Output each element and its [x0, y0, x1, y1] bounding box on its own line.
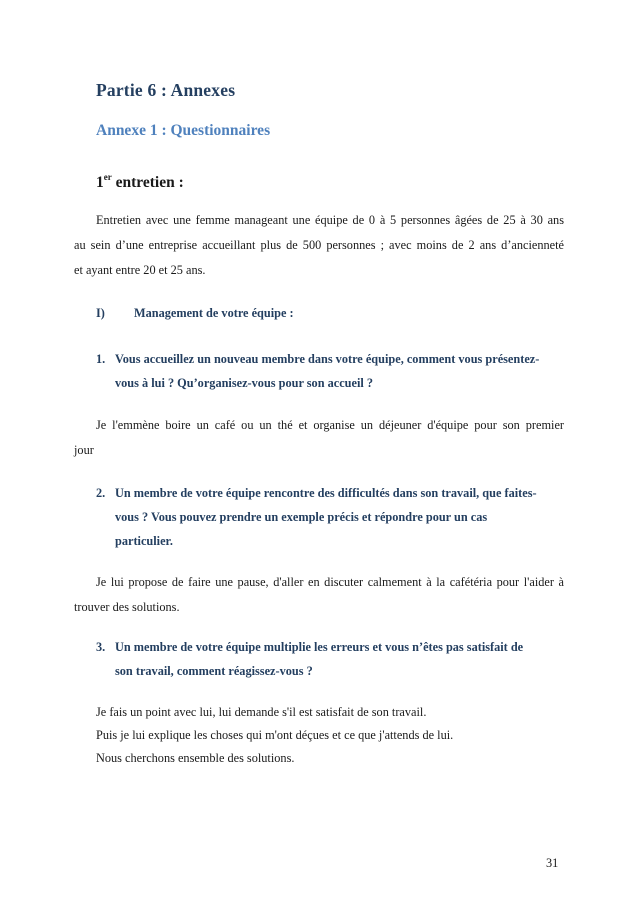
intro-line: Entretien avec une femme manageant une équipe de 0 à 5 personnes âgées de 25 à 30 ans	[96, 213, 564, 227]
answer-line: Puis je lui explique les choses qui m'ont déçues et ce que j'attends de lui.	[96, 728, 454, 742]
question-line: Un membre de votre équipe rencontre des difficultés dans son travail, que faites-	[115, 486, 537, 500]
answer-2	[74, 570, 564, 620]
section-title: Management de votre équipe :	[134, 306, 294, 320]
question-line: vous ? Vous pouvez prendre un exemple précis et répondre pour un cas	[115, 510, 488, 524]
answer-line: Nous cherchons ensemble des solutions.	[96, 751, 295, 765]
section-heading	[96, 306, 294, 321]
question-3	[96, 635, 566, 683]
question-number: 3.	[96, 640, 106, 654]
answer-3	[96, 701, 564, 770]
question-1	[96, 347, 566, 395]
interview-heading	[96, 173, 184, 192]
interview-heading-text: entretien :	[115, 174, 184, 192]
question-number: 1.	[96, 352, 106, 366]
answer-line: trouver des solutions.	[74, 600, 180, 614]
answer-line: jour	[74, 443, 94, 457]
question-line: Un membre de votre équipe multiplie les erreurs et vous n’êtes pas satisfait de	[115, 640, 524, 654]
answer-1	[74, 413, 564, 463]
page-number: 31	[546, 856, 559, 870]
question-line: Vous accueillez un nouveau membre dans votre équipe, comment vous présentez-	[115, 352, 540, 366]
answer-line: Je lui propose de faire une pause, d'aller en discuter calmement à la cafétéria pour l'aider à	[96, 575, 564, 589]
question-line: vous à lui ? Qu’organisez-vous pour son accueil ?	[115, 376, 374, 390]
intro-line: et ayant entre 20 et 25 ans.	[74, 263, 206, 277]
intro-line: au sein d’une entreprise accueillant plus de 500 personnes ; avec moins de 2 ans d’ancienneté	[74, 238, 564, 252]
section-number: I)	[96, 306, 105, 320]
interview-number: 1	[96, 174, 104, 192]
question-number: 2.	[96, 486, 106, 500]
answer-line: Je l'emmène boire un café ou un thé et organise un déjeuner d'équipe pour son premier	[96, 418, 564, 432]
question-line: particulier.	[115, 534, 173, 548]
page-title: Partie 6 : Annexes	[96, 80, 236, 100]
answer-line: Je fais un point avec lui, lui demande s'il est satisfait de son travail.	[96, 705, 427, 719]
interview-superscript: er	[103, 172, 112, 182]
intro-paragraph	[74, 208, 564, 283]
question-2	[96, 481, 566, 553]
annex-subtitle: Annexe 1 : Questionnaires	[96, 122, 271, 139]
question-line: son travail, comment réagissez-vous ?	[115, 664, 313, 678]
